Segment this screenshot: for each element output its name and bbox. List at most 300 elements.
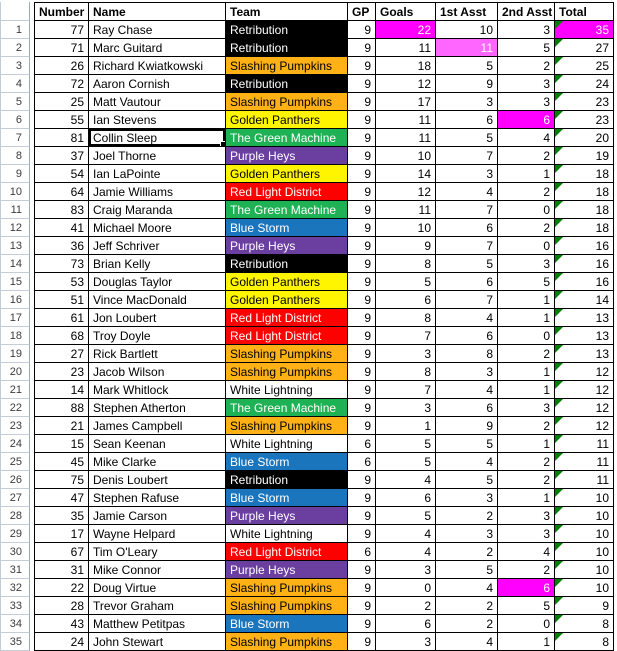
cell-name[interactable]: Troy Doyle: [89, 327, 226, 345]
cell-team[interactable]: Golden Panthers: [226, 165, 348, 183]
cell-1st-asst[interactable]: 6: [436, 219, 498, 237]
cell-2nd-asst[interactable]: 3: [498, 75, 555, 93]
cell-1st-asst[interactable]: 3: [436, 93, 498, 111]
cell-name[interactable]: Craig Maranda: [89, 201, 226, 219]
row-header[interactable]: 14: [0, 255, 30, 273]
cell-2nd-asst[interactable]: 1: [498, 291, 555, 309]
cell-team[interactable]: Retribution: [226, 21, 348, 39]
cell-gp[interactable]: 9: [348, 381, 376, 399]
cell-name[interactable]: Aaron Cornish: [89, 75, 226, 93]
column-header-name[interactable]: Name: [89, 2, 226, 21]
cell-2nd-asst[interactable]: 0: [498, 237, 555, 255]
cell-total[interactable]: 11: [555, 435, 614, 453]
cell-1st-asst[interactable]: 9: [436, 75, 498, 93]
cell-1st-asst[interactable]: 2: [436, 615, 498, 633]
cell-2nd-asst[interactable]: 1: [498, 363, 555, 381]
cell-total[interactable]: 25: [555, 57, 614, 75]
cell-total[interactable]: 18: [555, 219, 614, 237]
cell-2nd-asst[interactable]: 2: [498, 417, 555, 435]
cell-1st-asst[interactable]: 10: [436, 21, 498, 39]
cell-1st-asst[interactable]: 6: [436, 399, 498, 417]
cell-2nd-asst[interactable]: 6: [498, 111, 555, 129]
cell-goals[interactable]: 8: [376, 363, 436, 381]
row-header[interactable]: 22: [0, 399, 30, 417]
cell-2nd-asst[interactable]: 6: [498, 579, 555, 597]
column-header-number[interactable]: Number: [34, 2, 89, 21]
cell-gp[interactable]: 9: [348, 255, 376, 273]
cell-gp[interactable]: 9: [348, 237, 376, 255]
cell-1st-asst[interactable]: 5: [436, 129, 498, 147]
row-header[interactable]: 35: [0, 633, 30, 651]
cell-1st-asst[interactable]: 9: [436, 417, 498, 435]
column-header-team[interactable]: Team: [226, 2, 348, 21]
cell-name[interactable]: James Campbell: [89, 417, 226, 435]
cell-team[interactable]: Slashing Pumpkins: [226, 345, 348, 363]
cell-1st-asst[interactable]: 4: [436, 633, 498, 651]
column-header-2nd-asst[interactable]: 2nd Asst: [498, 2, 555, 21]
cell-gp[interactable]: 9: [348, 219, 376, 237]
cell-name[interactable]: Matthew Petitpas: [89, 615, 226, 633]
cell-team[interactable]: Retribution: [226, 39, 348, 57]
cell-2nd-asst[interactable]: 1: [498, 489, 555, 507]
cell-goals[interactable]: 11: [376, 129, 436, 147]
cell-1st-asst[interactable]: 6: [436, 111, 498, 129]
cell-1st-asst[interactable]: 4: [436, 453, 498, 471]
cell-1st-asst[interactable]: 6: [436, 273, 498, 291]
row-header[interactable]: 4: [0, 75, 30, 93]
cell-1st-asst[interactable]: 11: [436, 39, 498, 57]
cell-total[interactable]: 35: [555, 21, 614, 39]
cell-number[interactable]: 73: [34, 255, 89, 273]
cell-1st-asst[interactable]: 7: [436, 147, 498, 165]
cell-2nd-asst[interactable]: 4: [498, 543, 555, 561]
cell-total[interactable]: 13: [555, 309, 614, 327]
cell-number[interactable]: 53: [34, 273, 89, 291]
cell-gp[interactable]: 9: [348, 57, 376, 75]
cell-name[interactable]: Richard Kwiatkowski: [89, 57, 226, 75]
row-header[interactable]: 29: [0, 525, 30, 543]
cell-team[interactable]: Slashing Pumpkins: [226, 417, 348, 435]
row-header[interactable]: 28: [0, 507, 30, 525]
cell-name[interactable]: Doug Virtue: [89, 579, 226, 597]
row-header[interactable]: 7: [0, 129, 30, 147]
cell-goals[interactable]: 4: [376, 543, 436, 561]
cell-team[interactable]: Purple Heys: [226, 147, 348, 165]
cell-number[interactable]: 21: [34, 417, 89, 435]
cell-team[interactable]: Retribution: [226, 471, 348, 489]
cell-name[interactable]: Jamie Williams: [89, 183, 226, 201]
cell-goals[interactable]: 0: [376, 579, 436, 597]
cell-number[interactable]: 64: [34, 183, 89, 201]
cell-total[interactable]: 10: [555, 543, 614, 561]
cell-total[interactable]: 27: [555, 39, 614, 57]
cell-name[interactable]: Mike Clarke: [89, 453, 226, 471]
cell-1st-asst[interactable]: 7: [436, 201, 498, 219]
cell-total[interactable]: 14: [555, 291, 614, 309]
cell-2nd-asst[interactable]: 1: [498, 309, 555, 327]
cell-number[interactable]: 31: [34, 561, 89, 579]
row-header[interactable]: 27: [0, 489, 30, 507]
active-cell[interactable]: Collin Sleep: [89, 129, 226, 147]
cell-total[interactable]: 24: [555, 75, 614, 93]
cell-gp[interactable]: 9: [348, 489, 376, 507]
cell-number[interactable]: 88: [34, 399, 89, 417]
cell-total[interactable]: 8: [555, 615, 614, 633]
cell-gp[interactable]: 9: [348, 399, 376, 417]
cell-number[interactable]: 72: [34, 75, 89, 93]
cell-2nd-asst[interactable]: 1: [498, 165, 555, 183]
row-header[interactable]: 30: [0, 543, 30, 561]
cell-team[interactable]: Golden Panthers: [226, 111, 348, 129]
cell-number[interactable]: 28: [34, 597, 89, 615]
cell-2nd-asst[interactable]: 2: [498, 183, 555, 201]
cell-team[interactable]: White Lightning: [226, 525, 348, 543]
cell-1st-asst[interactable]: 4: [436, 183, 498, 201]
cell-number[interactable]: 55: [34, 111, 89, 129]
cell-gp[interactable]: 9: [348, 147, 376, 165]
cell-number[interactable]: 54: [34, 165, 89, 183]
cell-team[interactable]: Red Light District: [226, 183, 348, 201]
column-header-total[interactable]: Total: [555, 2, 614, 21]
cell-name[interactable]: Michael Moore: [89, 219, 226, 237]
cell-name[interactable]: Wayne Helpard: [89, 525, 226, 543]
cell-gp[interactable]: 9: [348, 93, 376, 111]
cell-total[interactable]: 16: [555, 255, 614, 273]
cell-gp[interactable]: 9: [348, 309, 376, 327]
cell-total[interactable]: 18: [555, 183, 614, 201]
cell-gp[interactable]: 9: [348, 561, 376, 579]
row-header[interactable]: 19: [0, 345, 30, 363]
cell-team[interactable]: White Lightning: [226, 435, 348, 453]
cell-1st-asst[interactable]: 5: [436, 435, 498, 453]
cell-number[interactable]: 77: [34, 21, 89, 39]
cell-number[interactable]: 47: [34, 489, 89, 507]
cell-name[interactable]: Jamie Carson: [89, 507, 226, 525]
cell-number[interactable]: 75: [34, 471, 89, 489]
cell-2nd-asst[interactable]: 3: [498, 525, 555, 543]
cell-goals[interactable]: 14: [376, 165, 436, 183]
cell-team[interactable]: Slashing Pumpkins: [226, 93, 348, 111]
cell-1st-asst[interactable]: 4: [436, 579, 498, 597]
cell-2nd-asst[interactable]: 2: [498, 147, 555, 165]
cell-1st-asst[interactable]: 7: [436, 291, 498, 309]
cell-goals[interactable]: 1: [376, 417, 436, 435]
row-header[interactable]: 8: [0, 147, 30, 165]
cell-number[interactable]: 83: [34, 201, 89, 219]
cell-total[interactable]: 18: [555, 165, 614, 183]
cell-1st-asst[interactable]: 2: [436, 543, 498, 561]
cell-1st-asst[interactable]: 3: [436, 489, 498, 507]
row-header[interactable]: 12: [0, 219, 30, 237]
cell-gp[interactable]: 9: [348, 345, 376, 363]
cell-2nd-asst[interactable]: 3: [498, 21, 555, 39]
row-header[interactable]: 13: [0, 237, 30, 255]
column-header-1st-asst[interactable]: 1st Asst: [436, 2, 498, 21]
cell-team[interactable]: Blue Storm: [226, 615, 348, 633]
row-header[interactable]: 26: [0, 471, 30, 489]
cell-goals[interactable]: 11: [376, 201, 436, 219]
cell-2nd-asst[interactable]: 0: [498, 615, 555, 633]
row-header[interactable]: 25: [0, 453, 30, 471]
cell-gp[interactable]: 9: [348, 525, 376, 543]
cell-gp[interactable]: 9: [348, 633, 376, 651]
cell-total[interactable]: 10: [555, 489, 614, 507]
cell-number[interactable]: 17: [34, 525, 89, 543]
row-header-corner[interactable]: [0, 2, 30, 21]
cell-number[interactable]: 26: [34, 57, 89, 75]
cell-name[interactable]: Rick Bartlett: [89, 345, 226, 363]
cell-goals[interactable]: 11: [376, 111, 436, 129]
row-header[interactable]: 20: [0, 363, 30, 381]
row-header[interactable]: 6: [0, 111, 30, 129]
cell-2nd-asst[interactable]: 2: [498, 561, 555, 579]
cell-number[interactable]: 36: [34, 237, 89, 255]
row-header[interactable]: 33: [0, 597, 30, 615]
row-header[interactable]: 2: [0, 39, 30, 57]
cell-name[interactable]: Brian Kelly: [89, 255, 226, 273]
cell-1st-asst[interactable]: 5: [436, 255, 498, 273]
cell-goals[interactable]: 9: [376, 237, 436, 255]
cell-2nd-asst[interactable]: 1: [498, 435, 555, 453]
cell-number[interactable]: 41: [34, 219, 89, 237]
cell-goals[interactable]: 3: [376, 561, 436, 579]
row-header[interactable]: 5: [0, 93, 30, 111]
cell-gp[interactable]: 9: [348, 615, 376, 633]
row-header[interactable]: 32: [0, 579, 30, 597]
cell-2nd-asst[interactable]: 2: [498, 57, 555, 75]
cell-number[interactable]: 22: [34, 579, 89, 597]
row-header[interactable]: 10: [0, 183, 30, 201]
cell-name[interactable]: Denis Loubert: [89, 471, 226, 489]
cell-2nd-asst[interactable]: 2: [498, 219, 555, 237]
row-header[interactable]: 31: [0, 561, 30, 579]
cell-name[interactable]: Trevor Graham: [89, 597, 226, 615]
cell-team[interactable]: Slashing Pumpkins: [226, 597, 348, 615]
cell-2nd-asst[interactable]: 2: [498, 471, 555, 489]
cell-gp[interactable]: 9: [348, 129, 376, 147]
cell-goals[interactable]: 4: [376, 471, 436, 489]
cell-goals[interactable]: 12: [376, 75, 436, 93]
cell-name[interactable]: Douglas Taylor: [89, 273, 226, 291]
cell-goals[interactable]: 3: [376, 345, 436, 363]
cell-goals[interactable]: 12: [376, 183, 436, 201]
cell-2nd-asst[interactable]: 3: [498, 507, 555, 525]
cell-gp[interactable]: 9: [348, 273, 376, 291]
cell-total[interactable]: 18: [555, 201, 614, 219]
cell-number[interactable]: 37: [34, 147, 89, 165]
cell-goals[interactable]: 2: [376, 597, 436, 615]
cell-team[interactable]: Blue Storm: [226, 219, 348, 237]
cell-total[interactable]: 12: [555, 363, 614, 381]
cell-goals[interactable]: 6: [376, 489, 436, 507]
cell-2nd-asst[interactable]: 1: [498, 633, 555, 651]
cell-team[interactable]: Golden Panthers: [226, 291, 348, 309]
cell-goals[interactable]: 6: [376, 291, 436, 309]
cell-goals[interactable]: 5: [376, 453, 436, 471]
cell-team[interactable]: The Green Machine: [226, 399, 348, 417]
cell-goals[interactable]: 3: [376, 399, 436, 417]
cell-goals[interactable]: 18: [376, 57, 436, 75]
cell-name[interactable]: Vince MacDonald: [89, 291, 226, 309]
cell-gp[interactable]: 9: [348, 165, 376, 183]
cell-total[interactable]: 12: [555, 399, 614, 417]
cell-gp[interactable]: 6: [348, 543, 376, 561]
cell-2nd-asst[interactable]: 5: [498, 39, 555, 57]
cell-1st-asst[interactable]: 5: [436, 471, 498, 489]
cell-2nd-asst[interactable]: 1: [498, 381, 555, 399]
column-header-goals[interactable]: Goals: [376, 2, 436, 21]
cell-goals[interactable]: 8: [376, 255, 436, 273]
row-header[interactable]: 24: [0, 435, 30, 453]
cell-number[interactable]: 43: [34, 615, 89, 633]
cell-name[interactable]: Mark Whitlock: [89, 381, 226, 399]
cell-total[interactable]: 11: [555, 471, 614, 489]
cell-team[interactable]: Slashing Pumpkins: [226, 579, 348, 597]
cell-total[interactable]: 23: [555, 111, 614, 129]
cell-total[interactable]: 16: [555, 273, 614, 291]
cell-1st-asst[interactable]: 3: [436, 363, 498, 381]
cell-name[interactable]: Ian LaPointe: [89, 165, 226, 183]
cell-1st-asst[interactable]: 2: [436, 597, 498, 615]
cell-team[interactable]: Blue Storm: [226, 489, 348, 507]
cell-team[interactable]: Retribution: [226, 75, 348, 93]
cell-2nd-asst[interactable]: 3: [498, 93, 555, 111]
row-header[interactable]: 34: [0, 615, 30, 633]
row-header[interactable]: 11: [0, 201, 30, 219]
cell-gp[interactable]: 9: [348, 39, 376, 57]
cell-number[interactable]: 51: [34, 291, 89, 309]
row-header[interactable]: 9: [0, 165, 30, 183]
cell-total[interactable]: 19: [555, 147, 614, 165]
cell-2nd-asst[interactable]: 3: [498, 399, 555, 417]
cell-2nd-asst[interactable]: 5: [498, 273, 555, 291]
cell-goals[interactable]: 5: [376, 507, 436, 525]
cell-number[interactable]: 14: [34, 381, 89, 399]
row-header[interactable]: 17: [0, 309, 30, 327]
cell-goals[interactable]: 5: [376, 273, 436, 291]
cell-gp[interactable]: 9: [348, 327, 376, 345]
cell-name[interactable]: Marc Guitard: [89, 39, 226, 57]
cell-number[interactable]: 81: [34, 129, 89, 147]
cell-name[interactable]: John Stewart: [89, 633, 226, 651]
row-header[interactable]: 3: [0, 57, 30, 75]
cell-team[interactable]: Retribution: [226, 255, 348, 273]
cell-goals[interactable]: 3: [376, 633, 436, 651]
cell-goals[interactable]: 17: [376, 93, 436, 111]
cell-total[interactable]: 10: [555, 579, 614, 597]
cell-goals[interactable]: 6: [376, 615, 436, 633]
cell-total[interactable]: 11: [555, 453, 614, 471]
cell-name[interactable]: Jacob Wilson: [89, 363, 226, 381]
cell-name[interactable]: Tim O'Leary: [89, 543, 226, 561]
cell-1st-asst[interactable]: 5: [436, 57, 498, 75]
row-header[interactable]: 18: [0, 327, 30, 345]
cell-gp[interactable]: 9: [348, 363, 376, 381]
cell-name[interactable]: Stephen Rafuse: [89, 489, 226, 507]
cell-2nd-asst[interactable]: 3: [498, 255, 555, 273]
cell-total[interactable]: 20: [555, 129, 614, 147]
cell-name[interactable]: Jeff Schriver: [89, 237, 226, 255]
cell-name[interactable]: Joel Thorne: [89, 147, 226, 165]
row-header[interactable]: 1: [0, 21, 30, 39]
cell-number[interactable]: 27: [34, 345, 89, 363]
cell-2nd-asst[interactable]: 2: [498, 453, 555, 471]
cell-1st-asst[interactable]: 4: [436, 381, 498, 399]
cell-total[interactable]: 13: [555, 345, 614, 363]
cell-goals[interactable]: 10: [376, 219, 436, 237]
cell-gp[interactable]: 9: [348, 111, 376, 129]
cell-number[interactable]: 15: [34, 435, 89, 453]
row-header[interactable]: 21: [0, 381, 30, 399]
cell-number[interactable]: 35: [34, 507, 89, 525]
cell-number[interactable]: 23: [34, 363, 89, 381]
cell-total[interactable]: 16: [555, 237, 614, 255]
cell-gp[interactable]: 9: [348, 597, 376, 615]
cell-goals[interactable]: 10: [376, 147, 436, 165]
cell-team[interactable]: Slashing Pumpkins: [226, 363, 348, 381]
cell-name[interactable]: Jon Loubert: [89, 309, 226, 327]
column-header-gp[interactable]: GP: [348, 2, 376, 21]
cell-number[interactable]: 71: [34, 39, 89, 57]
cell-goals[interactable]: 4: [376, 525, 436, 543]
row-header[interactable]: 16: [0, 291, 30, 309]
cell-gp[interactable]: 6: [348, 435, 376, 453]
cell-goals[interactable]: 11: [376, 39, 436, 57]
cell-team[interactable]: White Lightning: [226, 381, 348, 399]
cell-1st-asst[interactable]: 2: [436, 507, 498, 525]
cell-1st-asst[interactable]: 7: [436, 237, 498, 255]
cell-total[interactable]: 10: [555, 525, 614, 543]
cell-number[interactable]: 68: [34, 327, 89, 345]
cell-1st-asst[interactable]: 4: [436, 309, 498, 327]
cell-total[interactable]: 10: [555, 561, 614, 579]
cell-total[interactable]: 12: [555, 417, 614, 435]
cell-team[interactable]: Red Light District: [226, 327, 348, 345]
cell-team[interactable]: Purple Heys: [226, 561, 348, 579]
cell-gp[interactable]: 9: [348, 417, 376, 435]
cell-number[interactable]: 24: [34, 633, 89, 651]
cell-total[interactable]: 8: [555, 633, 614, 651]
cell-team[interactable]: The Green Machine: [226, 201, 348, 219]
cell-2nd-asst[interactable]: 2: [498, 345, 555, 363]
cell-total[interactable]: 12: [555, 381, 614, 399]
cell-goals[interactable]: 7: [376, 381, 436, 399]
cell-team[interactable]: The Green Machine: [226, 129, 348, 147]
cell-gp[interactable]: 9: [348, 21, 376, 39]
cell-team[interactable]: Blue Storm: [226, 453, 348, 471]
row-header[interactable]: 15: [0, 273, 30, 291]
cell-team[interactable]: Purple Heys: [226, 237, 348, 255]
cell-gp[interactable]: 9: [348, 201, 376, 219]
cell-gp[interactable]: 9: [348, 471, 376, 489]
cell-1st-asst[interactable]: 5: [436, 561, 498, 579]
cell-team[interactable]: Golden Panthers: [226, 273, 348, 291]
cell-goals[interactable]: 5: [376, 435, 436, 453]
cell-1st-asst[interactable]: 3: [436, 165, 498, 183]
cell-number[interactable]: 61: [34, 309, 89, 327]
cell-team[interactable]: Purple Heys: [226, 507, 348, 525]
cell-gp[interactable]: 9: [348, 291, 376, 309]
cell-name[interactable]: Matt Vautour: [89, 93, 226, 111]
cell-number[interactable]: 45: [34, 453, 89, 471]
cell-2nd-asst[interactable]: 0: [498, 327, 555, 345]
cell-gp[interactable]: 9: [348, 579, 376, 597]
cell-goals[interactable]: 8: [376, 309, 436, 327]
cell-name[interactable]: Sean Keenan: [89, 435, 226, 453]
cell-2nd-asst[interactable]: 0: [498, 201, 555, 219]
row-header[interactable]: 23: [0, 417, 30, 435]
cell-name[interactable]: Ray Chase: [89, 21, 226, 39]
